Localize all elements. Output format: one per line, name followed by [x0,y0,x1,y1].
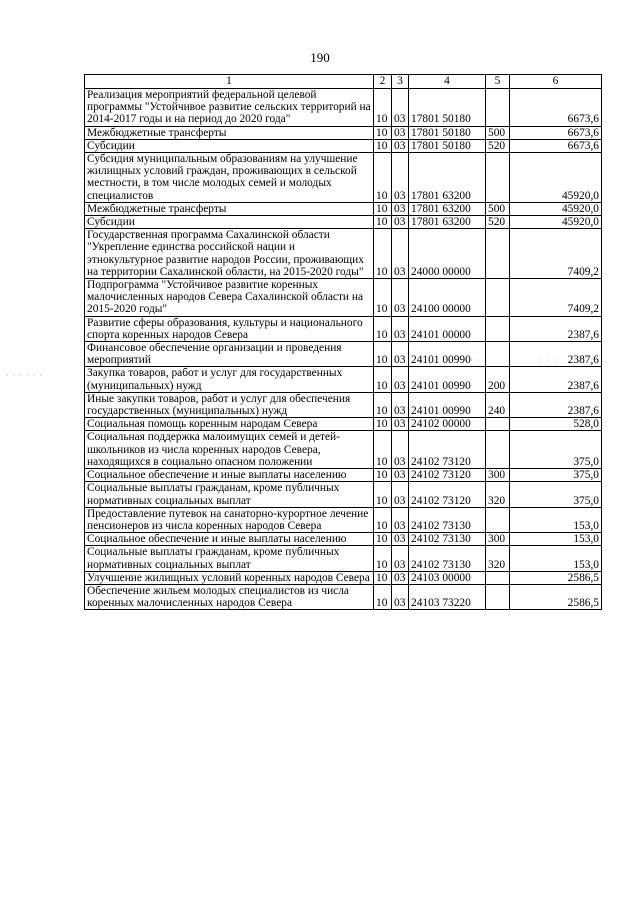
row-amount: 153,0 [510,546,602,571]
row-code-expense-type: 240 [486,392,510,417]
row-code-subsection: 03 [392,431,409,469]
row-code-subsection: 03 [392,342,409,367]
row-code-target: 24101 00990 [409,392,486,417]
row-code-target: 17801 63200 [409,153,486,203]
row-code-subsection: 03 [392,482,409,507]
table-row [85,153,602,203]
row-code-subsection: 03 [392,418,409,431]
header-row [85,75,602,89]
row-amount: 153,0 [510,533,602,546]
row-code-target: 17801 50180 [409,89,486,127]
page-number: 190 [310,50,330,65]
row-code-target: 24000 00000 [409,229,486,279]
row-code-expense-type [486,571,510,584]
row-code-expense-type [486,316,510,341]
table-row [85,584,602,609]
row-amount: 7409,2 [510,279,602,317]
table-row [85,507,602,532]
row-code-subsection: 03 [392,316,409,341]
row-code-target: 24101 00990 [409,367,486,392]
row-code-target: 17801 50180 [409,139,486,152]
scan-noise: · · [470,356,481,365]
table-row [85,367,602,392]
header-cell-6: 6 [510,75,602,89]
header-cell-1: 1 [85,75,374,89]
row-code-section: 10 [374,229,392,279]
table-row [85,216,602,229]
row-code-expense-type: 320 [486,546,510,571]
row-code-expense-type: 500 [486,202,510,215]
row-code-target: 17801 63200 [409,216,486,229]
table-row [85,279,602,317]
row-code-expense-type [486,89,510,127]
row-code-section: 10 [374,431,392,469]
table-row [85,392,602,417]
row-code-target: 24101 00000 [409,316,486,341]
row-code-section: 10 [374,216,392,229]
row-amount: 7409,2 [510,229,602,279]
row-name: Социальное обеспечение и иные выплаты населению [85,469,374,482]
table-row [85,89,602,127]
table-row [85,229,602,279]
row-name: Финансовое обеспечение организации и проведения мероприятий [85,342,374,367]
table-row [85,469,602,482]
row-name: Обеспечение жильем молодых специалистов из числа коренных малочисленных народов Севера [85,584,374,609]
row-code-expense-type [486,153,510,203]
table-row [85,202,602,215]
table-row [85,139,602,152]
row-amount: 6673,6 [510,89,602,127]
row-name: Социальные выплаты гражданам, кроме публичных нормативных социальных выплат [85,482,374,507]
row-amount: 45920,0 [510,216,602,229]
row-name: Социальная помощь коренным народам Севера [85,418,374,431]
row-code-section: 10 [374,571,392,584]
row-amount: 153,0 [510,507,602,532]
row-code-target: 17801 50180 [409,126,486,139]
row-name: Субсидии [85,216,374,229]
row-code-subsection: 03 [392,153,409,203]
row-code-target: 24102 73130 [409,507,486,532]
table-row [85,418,602,431]
row-name: Социальное обеспечение и иные выплаты населению [85,533,374,546]
row-code-subsection: 03 [392,202,409,215]
row-amount: 375,0 [510,431,602,469]
scan-noise: · · · · · · [6,371,43,380]
row-code-section: 10 [374,392,392,417]
row-amount: 375,0 [510,482,602,507]
row-code-subsection: 03 [392,571,409,584]
row-code-subsection: 03 [392,216,409,229]
row-name: Социальная поддержка малоимущих семей и детей-школьников из числа коренных народов Севера, находящихся в социально опасном положении [85,431,374,469]
scan-noise: · · · [540,356,557,365]
table-row [85,533,602,546]
row-amount: 2387,6 [510,316,602,341]
row-name: Социальные выплаты гражданам, кроме публичных нормативных социальных выплат [85,546,374,571]
row-amount: 375,0 [510,469,602,482]
row-code-target: 24102 73120 [409,469,486,482]
row-code-section: 10 [374,139,392,152]
row-code-expense-type: 520 [486,139,510,152]
row-code-subsection: 03 [392,469,409,482]
table-row [85,316,602,341]
row-code-target: 17801 63200 [409,202,486,215]
header-cell-3: 3 [392,75,409,89]
table-row [85,431,602,469]
row-code-target: 24103 73220 [409,584,486,609]
row-amount: 2387,6 [510,367,602,392]
row-code-section: 10 [374,367,392,392]
row-code-section: 10 [374,89,392,127]
row-amount: 6673,6 [510,139,602,152]
row-code-expense-type [486,418,510,431]
row-code-subsection: 03 [392,584,409,609]
table-row [85,571,602,584]
row-amount: 2586,5 [510,584,602,609]
row-name: Иные закупки товаров, работ и услуг для обеспечения государственных (муниципальных) нужд [85,392,374,417]
row-code-expense-type: 300 [486,469,510,482]
row-name: Субсидии [85,139,374,152]
row-code-expense-type [486,584,510,609]
row-code-section: 10 [374,279,392,317]
table-body [85,89,602,610]
row-name: Межбюджетные трансферты [85,202,374,215]
row-code-subsection: 03 [392,546,409,571]
header-cell-5: 5 [486,75,510,89]
row-name: Развитие сферы образования, культуры и национального спорта коренных народов Севера [85,316,374,341]
row-name: Субсидия муниципальным образованиям на улучшение жилищных условий граждан, проживающих в сельской местности, в том числе молодых семей и молодых специалистов [85,153,374,203]
row-code-section: 10 [374,584,392,609]
row-code-target: 24103 00000 [409,571,486,584]
row-code-section: 10 [374,202,392,215]
row-code-target: 24102 73120 [409,482,486,507]
row-code-expense-type [486,431,510,469]
row-code-expense-type: 320 [486,482,510,507]
row-code-subsection: 03 [392,367,409,392]
row-code-subsection: 03 [392,279,409,317]
header-cell-2: 2 [374,75,392,89]
row-amount: 2387,6 [510,392,602,417]
row-amount: 528,0 [510,418,602,431]
row-code-expense-type: 300 [486,533,510,546]
row-name: Государственная программа Сахалинской области "Укрепление единства российской нации и этнокультурное развитие народов России, проживающих на территории Сахалинской области, на 2015-2020 годы" [85,229,374,279]
row-code-section: 10 [374,316,392,341]
row-code-target: 24102 73130 [409,546,486,571]
table-row [85,482,602,507]
row-code-target: 24102 73130 [409,533,486,546]
row-code-expense-type [486,279,510,317]
row-code-expense-type [486,507,510,532]
row-code-subsection: 03 [392,126,409,139]
row-code-subsection: 03 [392,392,409,417]
row-code-section: 10 [374,533,392,546]
row-name: Предоставление путевок на санаторно-курортное лечение пенсионеров из числа коренных народов Севера [85,507,374,532]
table-row [85,546,602,571]
row-code-section: 10 [374,482,392,507]
budget-table [84,74,602,610]
row-amount: 2387,6 [510,342,602,367]
row-amount: 2586,5 [510,571,602,584]
row-code-target: 24102 00000 [409,418,486,431]
row-code-subsection: 03 [392,533,409,546]
row-amount: 45920,0 [510,202,602,215]
row-code-section: 10 [374,126,392,139]
row-code-expense-type: 520 [486,216,510,229]
row-code-section: 10 [374,342,392,367]
row-code-subsection: 03 [392,507,409,532]
row-code-subsection: 03 [392,229,409,279]
row-code-expense-type: 200 [486,367,510,392]
row-code-subsection: 03 [392,139,409,152]
row-name: Подпрограмма "Устойчивое развитие коренных малочисленных народов Севера Сахалинской области на 2015-2020 годы" [85,279,374,317]
table-row [85,342,602,367]
row-code-subsection: 03 [392,89,409,127]
row-code-section: 10 [374,546,392,571]
row-code-section: 10 [374,507,392,532]
row-amount: 6673,6 [510,126,602,139]
table-row [85,126,602,139]
row-name: Улучшение жилищных условий коренных народов Севера [85,571,374,584]
row-code-expense-type [486,229,510,279]
row-code-target: 24102 73120 [409,431,486,469]
row-name: Межбюджетные трансферты [85,126,374,139]
row-code-section: 10 [374,153,392,203]
header-cell-4: 4 [409,75,486,89]
row-code-target: 24100 00000 [409,279,486,317]
row-amount: 45920,0 [510,153,602,203]
row-code-expense-type [486,342,510,367]
row-code-section: 10 [374,418,392,431]
row-code-target: 24101 00990 [409,342,486,367]
row-code-expense-type: 500 [486,126,510,139]
row-name: Реализация мероприятий федеральной целевой программы "Устойчивое развитие сельских территорий на 2014-2017 годы и на период до 2020 года" [85,89,374,127]
row-code-section: 10 [374,469,392,482]
row-name: Закупка товаров, работ и услуг для государственных (муниципальных) нужд [85,367,374,392]
